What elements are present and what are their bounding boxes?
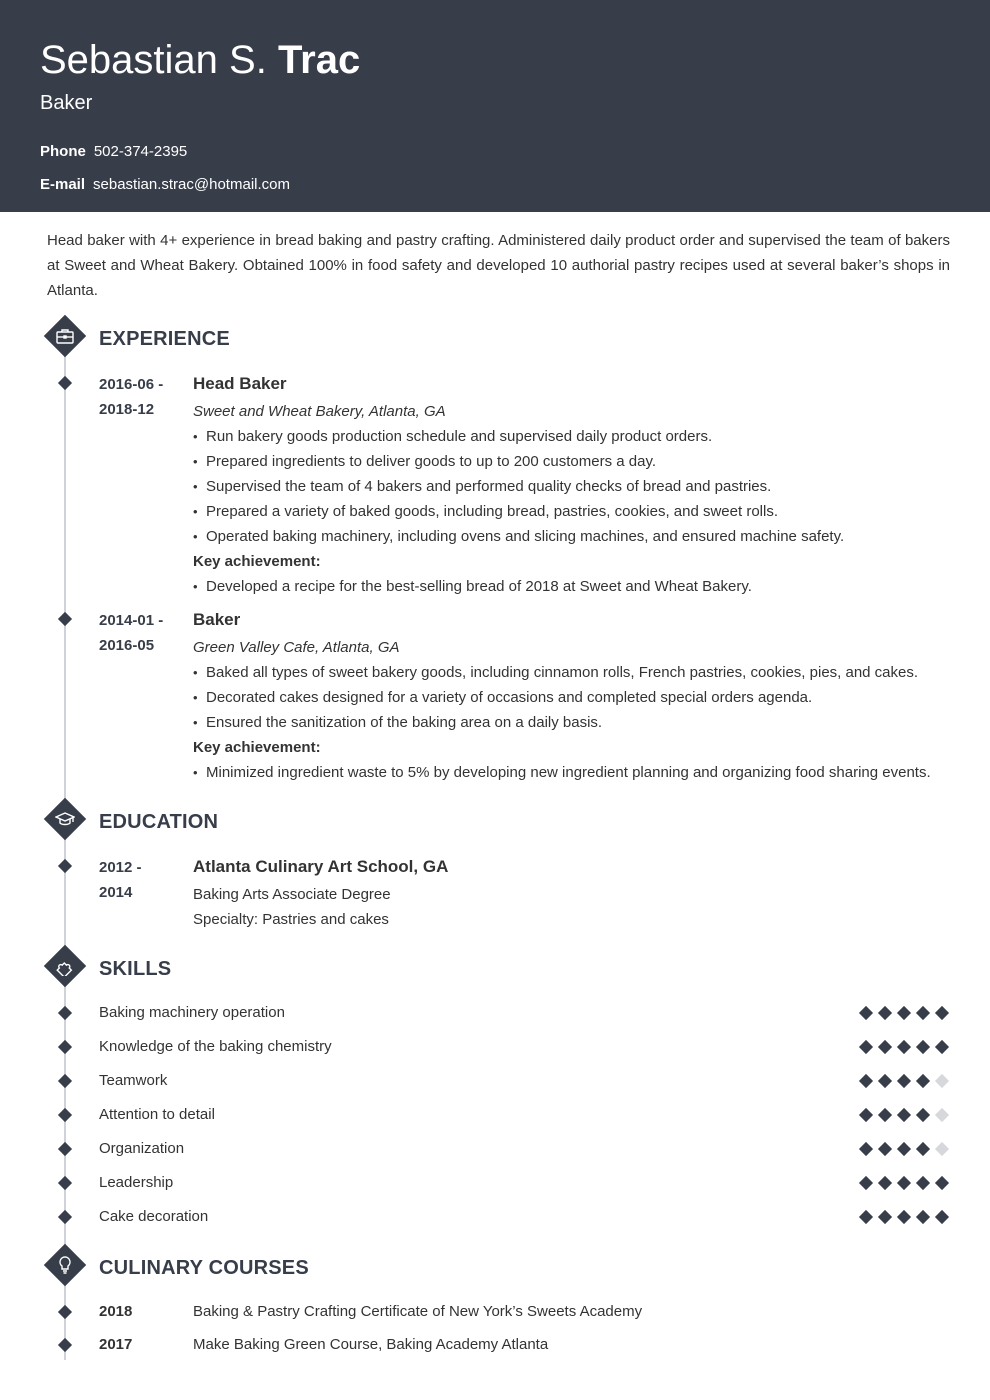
rating-pip-filled (859, 1006, 873, 1020)
timeline-node (58, 1176, 72, 1190)
list-item: • Run bakery goods production schedule and supervised daily product orders. (193, 424, 953, 449)
rating-pip-filled (916, 1142, 930, 1156)
degree: Baking Arts Associate Degree (193, 886, 391, 903)
timeline-node (58, 1074, 72, 1088)
list-item: • Prepared a variety of baked goods, including bread, pastries, cookies, and sweet rolls. (193, 499, 953, 524)
experience-title: EXPERIENCE (99, 328, 230, 350)
contact-phone (40, 143, 187, 161)
experience-entry (193, 608, 953, 785)
job-title: Baker (40, 92, 93, 114)
rating-pip-filled (935, 1210, 949, 1224)
timeline-node (58, 859, 72, 873)
phone-label: Phone (40, 143, 86, 160)
skill-name: Attention to detail (99, 1106, 215, 1123)
skill-name: Organization (99, 1140, 185, 1157)
achievements-list (193, 760, 953, 785)
skill-name: Knowledge of the baking chemistry (99, 1038, 332, 1055)
list-item: • Developed a recipe for the best-selling bread of 2018 at Sweet and Wheat Bakery. (193, 574, 953, 599)
timeline-node (58, 376, 72, 390)
rating-pip-filled (897, 1176, 911, 1190)
timeline-node (58, 1006, 72, 1020)
skill-name: Leadership (99, 1174, 174, 1191)
timeline-node (58, 1142, 72, 1156)
rating-pip-filled (916, 1074, 930, 1088)
rating-pip-filled (897, 1006, 911, 1020)
email-label: E-mail (40, 176, 86, 193)
rating-pip-filled (916, 1210, 930, 1224)
rating-pip-filled (878, 1210, 892, 1224)
education-date (99, 855, 179, 905)
skills-section-icon (44, 945, 86, 987)
rating-pip-empty (935, 1142, 949, 1156)
timeline-node (58, 1305, 72, 1319)
timeline-node (58, 612, 72, 626)
skills-title: SKILLS (99, 958, 172, 980)
date-start: 2012 - (99, 859, 142, 876)
date-end: 2014 (99, 884, 133, 901)
last-name: Trac (277, 38, 361, 82)
list-item: • Minimized ingredient waste to 5% by developing new ingredient planning and organizing food sharing events. (193, 760, 953, 785)
list-item: • Baked all types of sweet bakery goods, including cinnamon rolls, French pastries, cookies, pies, and cakes. (193, 660, 953, 685)
key-achievement-label: Key achievement: (193, 553, 321, 570)
timeline-node (58, 1210, 72, 1224)
skill-name: Teamwork (99, 1072, 168, 1089)
skill-rating (858, 1141, 953, 1157)
experience-date (99, 608, 179, 658)
list-item: • Prepared ingredients to deliver goods to up to 200 customers a day. (193, 449, 953, 474)
skill-rating (858, 1039, 953, 1055)
date-end: 2016-05 (99, 637, 155, 654)
education-section-icon (44, 798, 86, 840)
duties-list (193, 660, 953, 735)
skill-rating (858, 1107, 953, 1123)
rating-pip-filled (859, 1176, 873, 1190)
candidate-name (40, 38, 360, 82)
rating-pip-filled (878, 1074, 892, 1088)
puzzle-icon (55, 956, 75, 976)
rating-pip-filled (916, 1176, 930, 1190)
rating-pip-filled (897, 1040, 911, 1054)
rating-pip-filled (935, 1176, 949, 1190)
date-start: 2016-06 - (99, 376, 164, 393)
skill-rating (858, 1175, 953, 1191)
rating-pip-filled (878, 1006, 892, 1020)
phone-value: 502-374-2395 (93, 143, 188, 160)
skill-rating (858, 1073, 953, 1089)
courses-section-icon (44, 1244, 86, 1286)
skill-rating (858, 1209, 953, 1225)
rating-pip-filled (859, 1074, 873, 1088)
experience-date (99, 372, 179, 422)
achievements-list (193, 574, 953, 599)
rating-pip-filled (897, 1074, 911, 1088)
email-value[interactable]: sebastian.strac@hotmail.com (93, 176, 290, 193)
timeline-node (58, 1338, 72, 1352)
resume-header (0, 0, 990, 212)
lightbulb-icon (55, 1255, 75, 1275)
rating-pip-empty (935, 1074, 949, 1088)
contact-email (40, 176, 290, 194)
timeline-node (58, 1040, 72, 1054)
rating-pip-filled (878, 1108, 892, 1122)
rating-pip-filled (916, 1040, 930, 1054)
skill-rating (858, 1005, 953, 1021)
rating-pip-filled (859, 1040, 873, 1054)
course-name: Make Baking Green Course, Baking Academy Atlanta (193, 1336, 549, 1353)
rating-pip-empty (935, 1108, 949, 1122)
list-item: • Decorated cakes designed for a variety of occasions and completed special orders agenda. (193, 685, 953, 710)
courses-title: CULINARY COURSES (99, 1257, 309, 1279)
rating-pip-filled (897, 1210, 911, 1224)
list-item: • Supervised the team of 4 bakers and performed quality checks of bread and pastries. (193, 474, 953, 499)
timeline-line (64, 340, 66, 1360)
first-name: Sebastian S. (40, 38, 267, 82)
course-year: 2018 (99, 1303, 133, 1320)
course-name: Baking & Pastry Crafting Certificate of New York’s Sweets Academy (193, 1303, 643, 1320)
rating-pip-filled (897, 1108, 911, 1122)
company-name: Green Valley Cafe, Atlanta, GA (193, 639, 400, 656)
rating-pip-filled (859, 1142, 873, 1156)
rating-pip-filled (935, 1040, 949, 1054)
experience-entry (193, 372, 953, 599)
list-item: • Ensured the sanitization of the baking area on a daily basis. (193, 710, 953, 735)
position-title: Baker (193, 610, 241, 629)
duties-list (193, 424, 953, 549)
skill-name: Cake decoration (99, 1208, 209, 1225)
profile-summary: Head baker with 4+ experience in bread baking and pastry crafting. Administered daily product order and supervised the team of bakers at Sweet and Wheat Bakery. Obtained 100% in food safety and developed 10 authorial pastry recipes used at several baker’s shops in Atlanta. (47, 232, 950, 299)
rating-pip-filled (859, 1108, 873, 1122)
date-end: 2018-12 (99, 401, 155, 418)
rating-pip-filled (878, 1176, 892, 1190)
rating-pip-filled (935, 1006, 949, 1020)
rating-pip-filled (878, 1142, 892, 1156)
company-name: Sweet and Wheat Bakery, Atlanta, GA (193, 403, 446, 420)
school-name: Atlanta Culinary Art School, GA (193, 857, 449, 876)
education-entry (193, 855, 953, 932)
position-title: Head Baker (193, 374, 287, 393)
experience-section-icon (44, 315, 86, 357)
rating-pip-filled (859, 1210, 873, 1224)
list-item: • Operated baking machinery, including ovens and slicing machines, and ensured machine safety. (193, 524, 953, 549)
key-achievement-label: Key achievement: (193, 739, 321, 756)
rating-pip-filled (878, 1040, 892, 1054)
timeline-node (58, 1108, 72, 1122)
specialty: Specialty: Pastries and cakes (193, 911, 389, 928)
education-title: EDUCATION (99, 811, 219, 833)
rating-pip-filled (916, 1006, 930, 1020)
rating-pip-filled (916, 1108, 930, 1122)
graduation-cap-icon (55, 809, 75, 829)
skill-name: Baking machinery operation (99, 1004, 285, 1021)
briefcase-icon (55, 326, 75, 346)
course-year: 2017 (99, 1336, 133, 1353)
rating-pip-filled (897, 1142, 911, 1156)
date-start: 2014-01 - (99, 612, 164, 629)
